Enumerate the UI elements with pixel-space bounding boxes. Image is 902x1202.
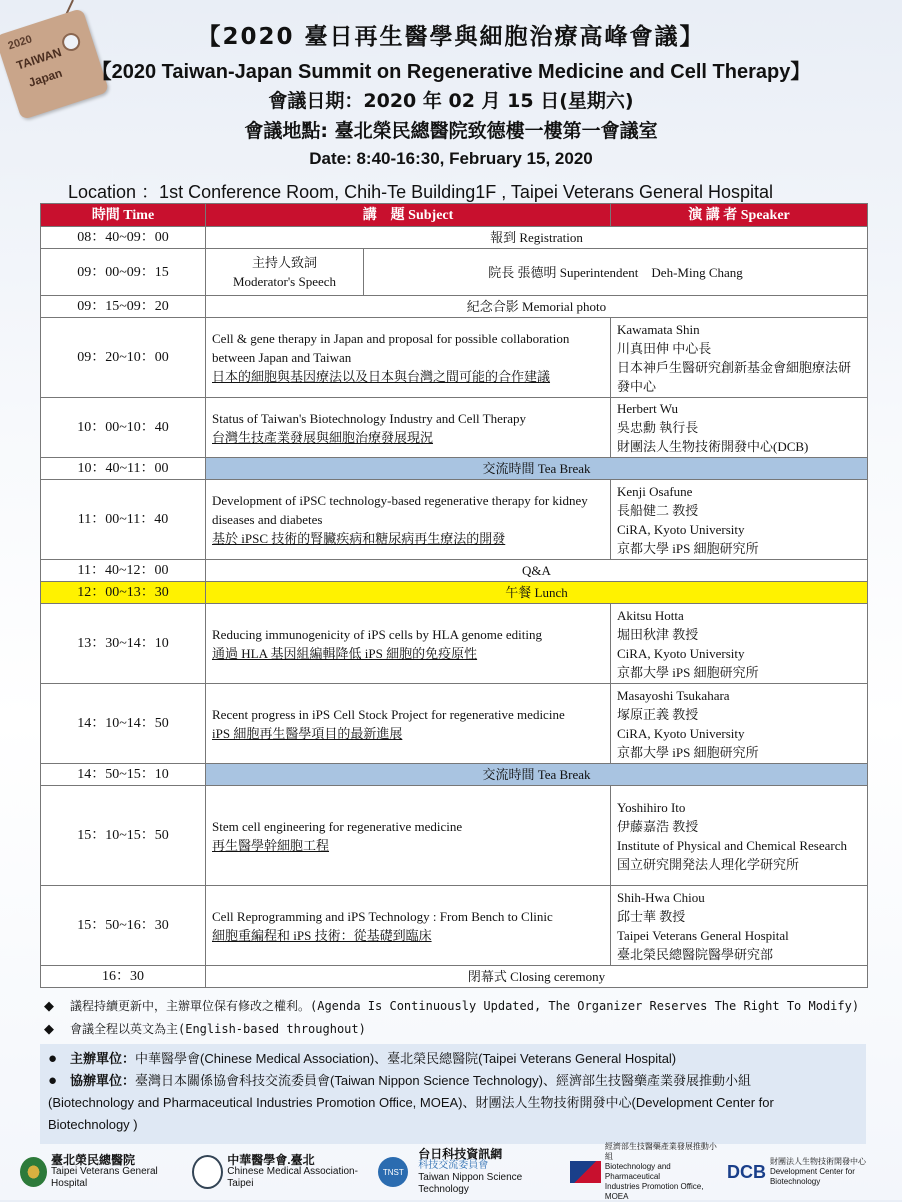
venue-chinese: 會議地點: 臺北榮民總醫院致德樓一樓第一會議室 bbox=[244, 120, 658, 142]
row-time: 14：10~14：50 bbox=[41, 684, 206, 764]
moderator-label-zh: 主持人致詞 bbox=[251, 255, 317, 270]
speaker-title: 川真田伸 中心長 bbox=[617, 340, 712, 356]
speaker-affiliation-zh: 京都大學 iPS 細胞研究所 bbox=[617, 540, 759, 556]
vghtpe-name-en: Taipei Veterans General Hospital bbox=[51, 1166, 158, 1189]
speaker-affiliation: 財團法人生物技術開發中心(DCB) bbox=[617, 439, 809, 454]
header-speaker: 演 講 者 Speaker bbox=[611, 204, 868, 227]
subject-cell bbox=[206, 786, 611, 886]
organizers-box bbox=[40, 1044, 866, 1144]
speaker-name: Akitsu Hotta bbox=[617, 607, 684, 623]
subject-cell bbox=[206, 604, 611, 684]
closing-label: 閉幕式 Closing ceremony bbox=[206, 966, 868, 988]
row-time: 11：00~11：40 bbox=[41, 480, 206, 560]
co-host-text: 臺灣日本關係協會科技交流委員會(Taiwan Nippon Science Technology)、經濟部生技醫藥產業發展推動小組 bbox=[135, 1073, 751, 1088]
moderator-label bbox=[206, 249, 364, 296]
table-row bbox=[41, 458, 868, 480]
speaker-affiliation: Taipei Veterans General Hospital bbox=[617, 927, 789, 943]
moderator-person: 院長 張德明 Superintendent Deh-Ming Chang bbox=[364, 249, 868, 296]
row-time: 10：00~10：40 bbox=[41, 398, 206, 458]
speaker-name: Herbert Wu bbox=[617, 401, 678, 416]
subject-en: Status of Taiwan's Biotechnology Industry and Cell Therapy bbox=[212, 410, 526, 426]
lunch-label: 午餐 Lunch bbox=[206, 582, 868, 604]
header-subject: 講 題 Subject bbox=[206, 204, 611, 227]
diamond-bullet-icon: ◆ bbox=[44, 999, 54, 1014]
row-time: 09：20~10：00 bbox=[41, 318, 206, 398]
dcb-name-en: Development Center for Biotechnology bbox=[769, 1167, 855, 1186]
vghtpe-logo bbox=[20, 1154, 182, 1190]
host-label: 主辦單位： bbox=[70, 1051, 136, 1066]
tea-break-label: 交流時間 Tea Break bbox=[206, 458, 868, 480]
tnst-info-logo bbox=[418, 1148, 560, 1196]
tnst-info-sub: 科技交流委員會 bbox=[418, 1160, 489, 1171]
row-time: 11：40~12：00 bbox=[41, 560, 206, 582]
subject-en: Reducing immunogenicity of iPS cells by HLA genome editing bbox=[212, 626, 543, 642]
speaker-affiliation-zh: 京都大學 iPS 細胞研究所 bbox=[617, 744, 759, 760]
speaker-name: Masayoshi Tsukahara bbox=[617, 687, 730, 703]
speaker-affiliation: Institute of Physical and Chemical Research bbox=[617, 837, 847, 853]
subject-cell bbox=[206, 480, 611, 560]
row-time: 09：15~09：20 bbox=[41, 296, 206, 318]
agenda-table bbox=[40, 203, 868, 988]
cma-emblem-icon bbox=[192, 1155, 223, 1189]
subject-en: Cell Reprogramming and iPS Technology : From Bench to Clinic bbox=[212, 908, 553, 924]
tnst-info-name: 台日科技資訊網 bbox=[418, 1147, 503, 1161]
table-row bbox=[41, 398, 868, 458]
table-header-row bbox=[41, 204, 868, 227]
location-english: Location ：1st Conference Room, Chih-Te Building1F , Taipei Veterans General Hospital bbox=[68, 182, 774, 202]
note-item bbox=[44, 1018, 859, 1041]
table-row bbox=[41, 764, 868, 786]
table-row bbox=[41, 966, 868, 988]
table-row bbox=[41, 227, 868, 249]
tag-japan: Japan bbox=[26, 65, 64, 90]
co-host-row-3 bbox=[48, 1114, 858, 1136]
co-host-text-3: Biotechnology ) bbox=[48, 1117, 138, 1132]
tnst-info-en: Taiwan Nippon Science Technology bbox=[418, 1172, 523, 1195]
title-english: 【2020 Taiwan-Japan Summit on Regenerative Medicine and Cell Therapy】 bbox=[91, 61, 811, 83]
row-time: 08：40~09：00 bbox=[41, 227, 206, 249]
vghtpe-name: 臺北榮民總醫院 bbox=[51, 1153, 136, 1167]
dcb-name: 財團法人生物技術開發中心 bbox=[769, 1157, 866, 1166]
speaker-title: 邱士華 教授 bbox=[617, 908, 686, 924]
diamond-bullet-icon: ◆ bbox=[44, 1022, 54, 1037]
speaker-affiliation: CiRA, Kyoto University bbox=[617, 645, 745, 661]
moea-en-2: Industries Promotion Office, MOEA bbox=[604, 1182, 704, 1201]
speaker-title: 堀田秋津 教授 bbox=[617, 626, 699, 642]
subject-zh: iPS 細胞再生醫學項目的最新進展 bbox=[212, 725, 403, 741]
row-text: 紀念合影 Memorial photo bbox=[206, 296, 868, 318]
table-row bbox=[41, 582, 868, 604]
row-time: 09：00~09：15 bbox=[41, 249, 206, 296]
speaker-cell bbox=[611, 480, 868, 560]
host-row bbox=[48, 1048, 858, 1070]
speaker-cell bbox=[611, 318, 868, 398]
table-row bbox=[41, 318, 868, 398]
sponsor-logos bbox=[20, 1142, 890, 1201]
moea-name: 經濟部生技醫藥產業發展推動小組 bbox=[604, 1142, 717, 1161]
speaker-name: Yoshihiro Ito bbox=[617, 799, 686, 815]
date-english: Date: 8:40-16:30, February 15, 2020 bbox=[309, 149, 593, 168]
subject-zh: 基於 iPSC 技術的腎臟疾病和糖尿病再生療法的開發 bbox=[212, 531, 506, 546]
moderator-label-en: Moderator's Speech bbox=[232, 274, 337, 289]
speaker-name: Kenji Osafune bbox=[617, 483, 693, 499]
table-row bbox=[41, 786, 868, 886]
subject-cell bbox=[206, 886, 611, 966]
subject-cell bbox=[206, 318, 611, 398]
cma-name: 中華醫學會.臺北 bbox=[227, 1153, 315, 1167]
moea-en-1: Biotechnology and Pharmaceutical bbox=[604, 1162, 671, 1181]
row-text: 報到 Registration bbox=[206, 227, 868, 249]
tnst-emblem-icon bbox=[378, 1157, 408, 1187]
note-item bbox=[44, 995, 859, 1018]
title-chinese: 【2020 臺日再生醫學與細胞治療高峰會議】 bbox=[197, 24, 705, 50]
dcb-logo bbox=[727, 1157, 890, 1187]
subject-cell bbox=[206, 398, 611, 458]
qa-label: Q&A bbox=[206, 560, 868, 582]
speaker-name: Kawamata Shin bbox=[617, 321, 700, 337]
row-time: 15：50~16：30 bbox=[41, 886, 206, 966]
moea-logo bbox=[570, 1142, 717, 1202]
row-time: 15：10~15：50 bbox=[41, 786, 206, 886]
speaker-affiliation-zh: 臺北榮民總醫院醫學研究部 bbox=[617, 946, 774, 962]
header-time: 時間 Time bbox=[41, 204, 206, 227]
date-chinese: 會議日期：2020 年 02 月 15 日(星期六) bbox=[268, 90, 634, 112]
table-row bbox=[41, 684, 868, 764]
subject-en: Recent progress in iPS Cell Stock Project for regenerative medicine bbox=[212, 706, 565, 722]
note-text: 會議全程以英文為主(English-based throughout) bbox=[70, 1022, 366, 1036]
speaker-cell bbox=[611, 604, 868, 684]
table-row bbox=[41, 560, 868, 582]
dcb-mark: DCB bbox=[726, 1161, 766, 1182]
tnst-text: TNST bbox=[382, 1167, 404, 1177]
moea-emblem-icon bbox=[570, 1161, 601, 1183]
table-row bbox=[41, 604, 868, 684]
speaker-affiliation-zh: 京都大學 iPS 細胞研究所 bbox=[617, 664, 759, 680]
speaker-affiliation: 日本神戶生醫研究創新基金會細胞療法研發中心 bbox=[617, 359, 852, 394]
speaker-affiliation: CiRA, Kyoto University bbox=[617, 725, 745, 741]
table-row bbox=[41, 886, 868, 966]
co-host-row bbox=[48, 1070, 858, 1092]
host-text: 中華醫學會(Chinese Medical Association)、臺北榮民總醫院(Taipei Veterans General Hospital) bbox=[135, 1051, 677, 1066]
speaker-cell bbox=[611, 398, 868, 458]
co-host-row-2 bbox=[48, 1092, 858, 1114]
bullet-icon: ● bbox=[48, 1050, 58, 1067]
table-row bbox=[41, 249, 868, 296]
notes-list bbox=[44, 995, 859, 1041]
row-time: 10：40~11：00 bbox=[41, 458, 206, 480]
subject-en: Development of iPSC technology-based regenerative therapy for kidney diseases and diabetes bbox=[212, 493, 588, 527]
tag-year: 2020 bbox=[6, 33, 34, 53]
row-time: 12：00~13：30 bbox=[41, 582, 206, 604]
tnst-logo bbox=[378, 1157, 408, 1187]
subject-zh: 台灣生技產業發展與細胞治療發展現況 bbox=[212, 429, 434, 445]
speaker-affiliation: CiRA, Kyoto University bbox=[617, 521, 745, 537]
table-row bbox=[41, 480, 868, 560]
cma-logo bbox=[192, 1154, 368, 1190]
speaker-title: 伊藤嘉浩 教授 bbox=[617, 818, 699, 834]
subject-zh: 細胞重編程和 iPS 技術：從基礎到臨床 bbox=[212, 927, 432, 943]
note-text: 議程持續更新中，主辦單位保有修改之權利。(Agenda Is Continuously Updated, The Organizer Reserves The Right To Modify) bbox=[70, 999, 860, 1013]
row-time: 13：30~14：10 bbox=[41, 604, 206, 684]
vghtpe-emblem-icon bbox=[20, 1157, 47, 1187]
speaker-title: 吳忠勳 執行長 bbox=[617, 420, 699, 435]
co-host-label: 協辦單位： bbox=[70, 1073, 136, 1088]
cma-name-en: Chinese Medical Association-Taipei bbox=[227, 1166, 358, 1189]
speaker-affiliation-zh: 国立研究開発法人理化学研究所 bbox=[617, 856, 800, 872]
speaker-title: 塚原正義 教授 bbox=[617, 706, 699, 722]
speaker-cell bbox=[611, 786, 868, 886]
subject-zh: 再生醫學幹細胞工程 bbox=[212, 837, 330, 853]
speaker-title: 長船健二 教授 bbox=[617, 502, 699, 518]
speaker-cell bbox=[611, 684, 868, 764]
row-time: 14：50~15：10 bbox=[41, 764, 206, 786]
speaker-cell bbox=[611, 886, 868, 966]
subject-en: Stem cell engineering for regenerative medicine bbox=[212, 818, 463, 834]
subject-zh: 日本的細胞與基因療法以及日本與台灣之間可能的合作建議 bbox=[212, 369, 551, 384]
co-host-text-2: (Biotechnology and Pharmaceutical Industries Promotion Office, MOEA)、財團法人生物技術開發中心(Development Center for bbox=[48, 1095, 774, 1110]
tag-taiwan: TAIWAN bbox=[14, 44, 64, 73]
table-row bbox=[41, 296, 868, 318]
subject-cell bbox=[206, 684, 611, 764]
row-time: 16：30 bbox=[41, 966, 206, 988]
speaker-name: Shih-Hwa Chiou bbox=[617, 889, 705, 905]
subject-zh: 通過 HLA 基因組編輯降低 iPS 細胞的免疫原性 bbox=[212, 645, 478, 661]
bullet-icon: ● bbox=[48, 1072, 58, 1089]
tea-break-label: 交流時間 Tea Break bbox=[206, 764, 868, 786]
subject-en: Cell & gene therapy in Japan and proposal for possible collaboration between Japan and Taiwan bbox=[212, 331, 570, 365]
